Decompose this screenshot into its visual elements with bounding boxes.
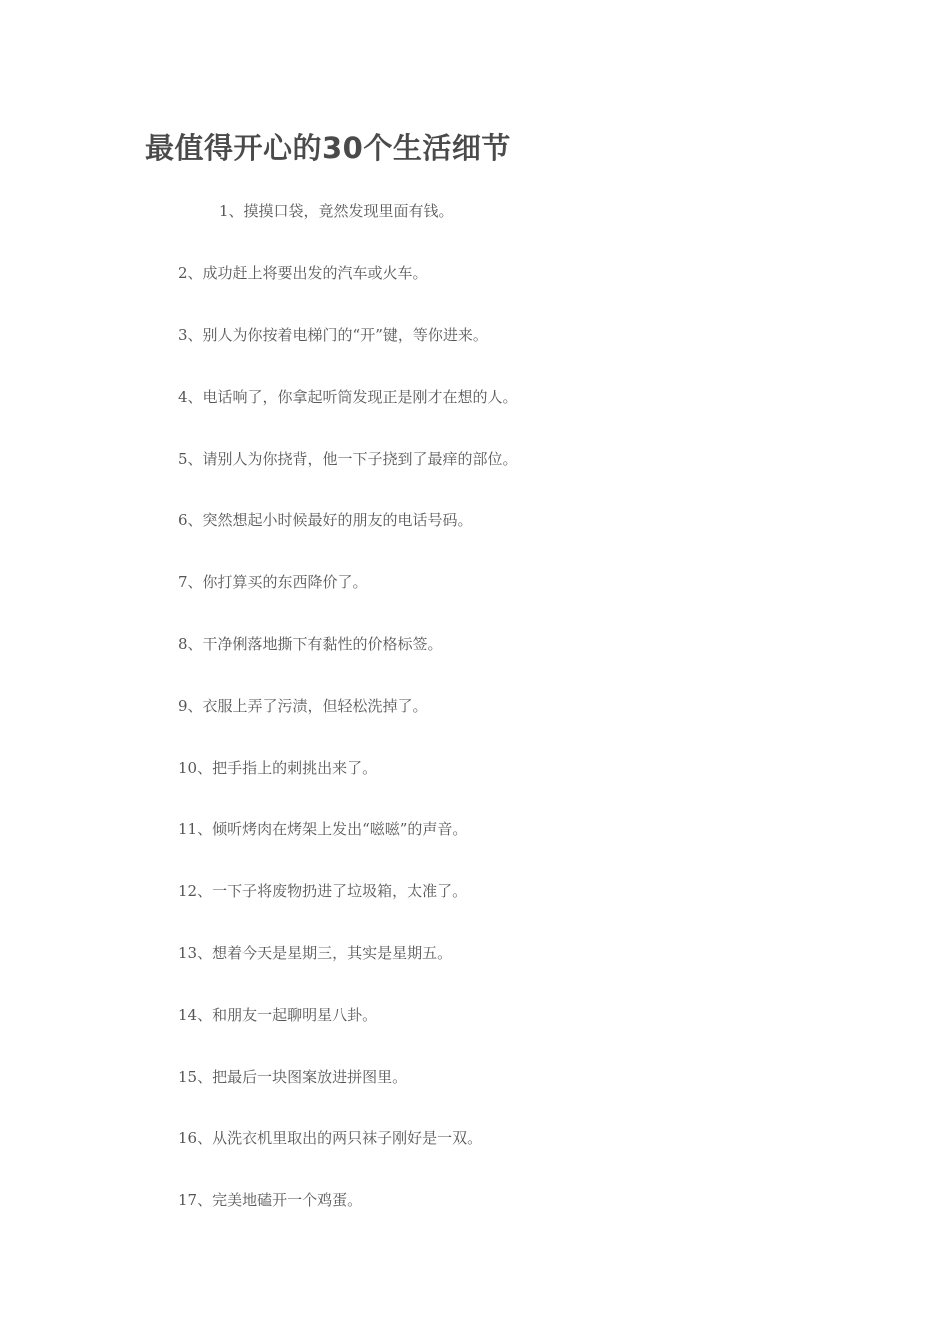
list-item: 14、和朋友一起聊明星八卦。 <box>178 1006 378 1024</box>
list-item: 3、别人为你按着电梯门的“开”键，等你进来。 <box>178 326 488 344</box>
list-item: 7、你打算买的东西降价了。 <box>178 573 368 591</box>
list-item: 15、把最后一块图案放进拼图里。 <box>178 1068 408 1086</box>
list-item: 17、完美地磕开一个鸡蛋。 <box>178 1191 363 1209</box>
list-item: 5、请别人为你挠背，他一下子挠到了最痒的部位。 <box>178 450 518 468</box>
list-item: 8、干净俐落地撕下有黏性的价格标签。 <box>178 635 443 653</box>
list-item: 9、衣服上弄了污渍，但轻松洗掉了。 <box>178 697 428 715</box>
list-item: 4、电话响了，你拿起听筒发现正是刚才在想的人。 <box>178 388 518 406</box>
page-title: 最值得开心的30个生活细节 <box>145 131 511 165</box>
list-item: 2、成功赶上将要出发的汽车或火车。 <box>178 264 428 282</box>
list-item: 11、倾听烤肉在烤架上发出“嗞嗞”的声音。 <box>178 820 468 838</box>
list-item: 16、从洗衣机里取出的两只袜子刚好是一双。 <box>178 1129 483 1147</box>
list-item: 1、摸摸口袋，竟然发现里面有钱。 <box>219 202 454 220</box>
list-item: 10、把手指上的刺挑出来了。 <box>178 759 378 777</box>
list-item: 12、一下子将废物扔进了垃圾箱，太准了。 <box>178 882 468 900</box>
list-item: 6、突然想起小时候最好的朋友的电话号码。 <box>178 511 473 529</box>
list-item: 13、想着今天是星期三，其实是星期五。 <box>178 944 453 962</box>
